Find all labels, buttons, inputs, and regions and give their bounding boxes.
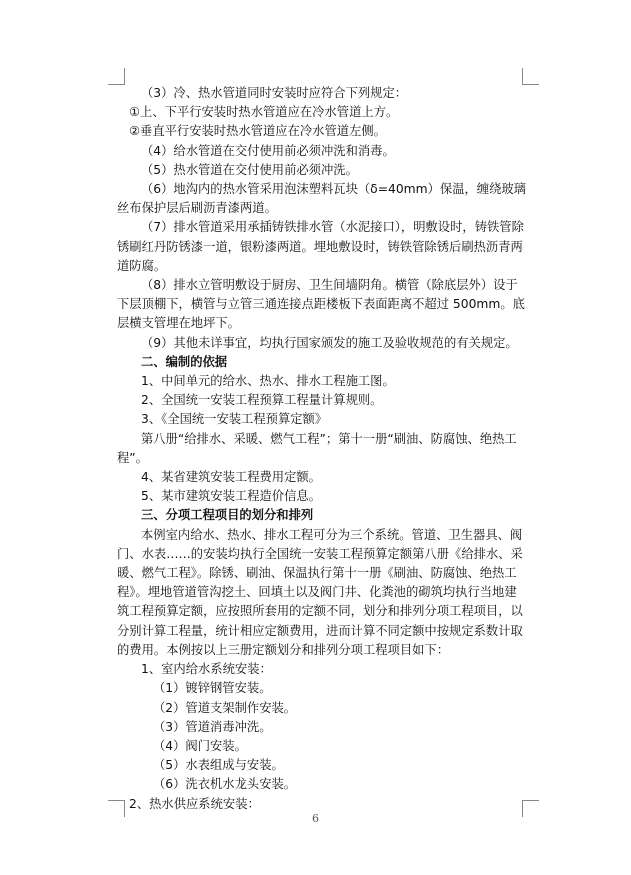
list-item: （4）阀门安装。 — [153, 738, 247, 753]
paragraph: 本例室内给水、热水、排水工程可分为三个系统。管道、卫生器具、阀门、水表……的安装均执行全国统一安装工程预算定额第八册《给排水、采暖、燃气工程》。除锈、刷油、保温执行第十一册《刷油、防腐蚀、绝热工程》。埋地管道管沟挖土、回填土以及阀门井、化粪池的砌筑均执行当地建筑工程预算定额，应按照所套用的定额不同，划分和排列分项工程项目，以分别计算工程量，统计相应定额费用，进而计算不同定额中按规定系数计取的费用。本例按以上三册定额划分和排列分项工程项目如下： — [117, 527, 523, 657]
list-item: （3）管道消毒冲洗。 — [153, 719, 272, 734]
crop-mark-top-right — [522, 68, 539, 85]
page-number: 6 — [312, 812, 319, 825]
paragraph: （5）热水管道在交付使用前必须冲洗。 — [141, 162, 358, 177]
list-item: 2、全国统一安装工程预算工程量计算规则。 — [141, 393, 383, 408]
list-item: 1、中间单元的给水、热水、排水工程施工图。 — [141, 374, 395, 389]
list-item: 5、某市建筑安装工程造价信息。 — [141, 489, 321, 504]
list-item: 3、《全国统一安装工程预算定额》 — [141, 412, 328, 427]
document-body — [117, 84, 527, 814]
list-item: （1）镀锌钢管安装。 — [153, 681, 272, 696]
section-heading: 二、编制的依据 — [141, 354, 228, 369]
list-item: 4、某省建筑安装工程费用定额。 — [141, 470, 321, 485]
list-item: （5）水表组成与安装。 — [153, 758, 284, 773]
paragraph: （3）冷、热水管道同时安装时应符合下列规定： — [141, 86, 408, 100]
list-item: （2）管道支架制作安装。 — [153, 700, 297, 715]
crop-mark-top-left — [108, 68, 125, 85]
paragraph: ①上、下平行安装时热水管道应在冷水管道上方。 — [129, 105, 399, 120]
paragraph: （6）地沟内的热水管采用泡沫塑料瓦块（δ=40mm）保温，缠绕玻璃丝布保护层后刷沥青漆两道。 — [117, 182, 526, 216]
list-item: （6）洗衣机水龙头安装。 — [153, 777, 297, 792]
paragraph: （4）给水管道在交付使用前必须冲洗和消毒。 — [141, 143, 395, 158]
list-item: 第八册“给排水、采暖、燃气工程”；第十一册“刷油、防腐蚀、绝热工程”。 — [117, 431, 517, 465]
list-item: 1、室内给水系统安装： — [141, 662, 272, 677]
paragraph: （9）其他未详事宜，均执行国家颁发的施工及验收规范的有关规定。 — [141, 335, 518, 350]
paragraph: （7）排水管道采用承插铸铁排水管（水泥接口），明敷设时，铸铁管除锈刷红丹防锈漆一道，银粉漆两道。埋地敷设时，铸铁管除锈后刷热沥青两道防腐。 — [117, 220, 524, 273]
list-item: 2、热水供应系统安装： — [129, 796, 260, 811]
paragraph: （8）排水立管明敷设于厨房、卫生间墙阴角。横管（除底层外）设于下层顶棚下，横管与立管三通连接点距楼板下表面距离不超过 500mm。底层横支管埋在地坪下。 — [117, 278, 525, 331]
section-heading: 三、分项工程项目的划分和排列 — [141, 508, 314, 523]
paragraph: ②垂直平行安装时热水管道应在冷水管道左侧。 — [129, 124, 386, 139]
